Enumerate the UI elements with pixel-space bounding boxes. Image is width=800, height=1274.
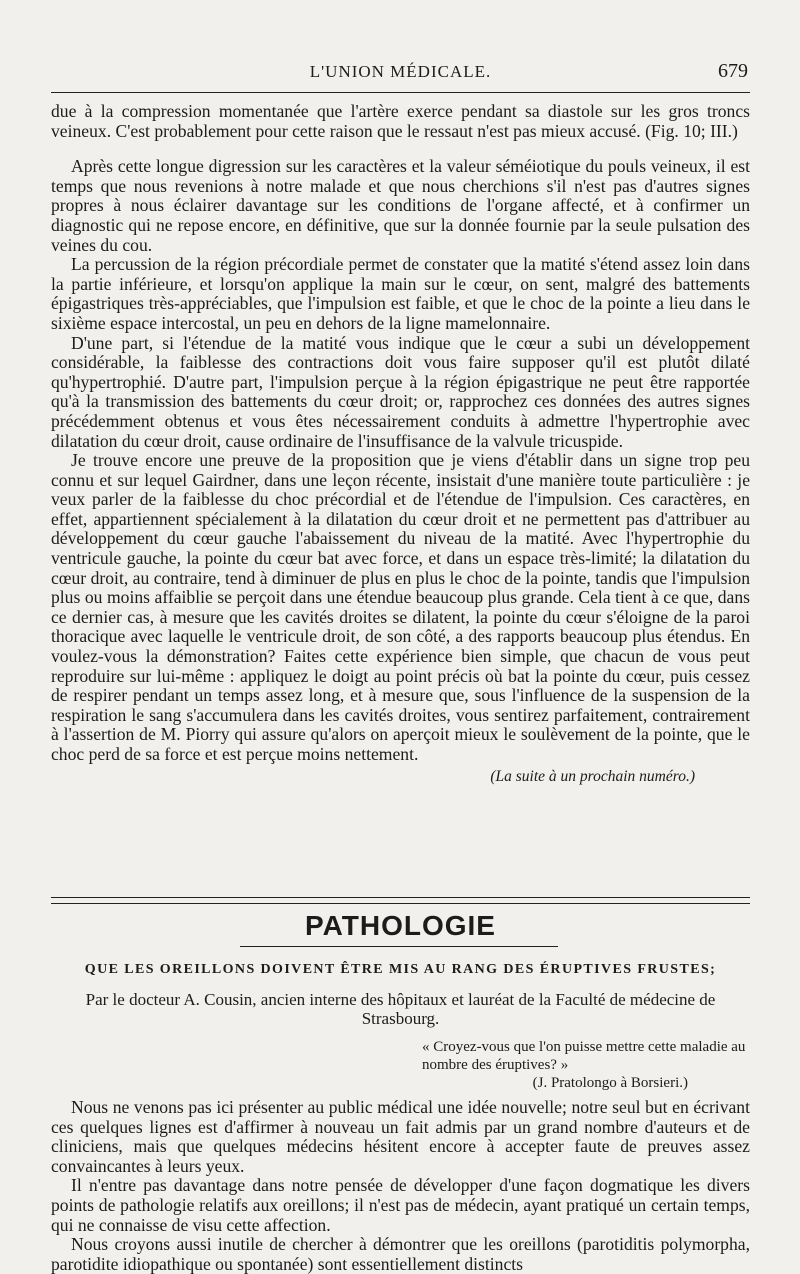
paragraph: Il n'entre pas davantage dans notre pensée de développer d'une façon dogmatique les divers points de pathologie relatifs aux oreillons; il n'est pas de médecin, ayant pratiqué un certain temps, qui ne connaisse de visu cette affection. xyxy=(51,1175,750,1235)
title-underline xyxy=(240,946,558,947)
article-body xyxy=(51,1098,750,1274)
main-text xyxy=(51,102,750,786)
paragraph: Je trouve encore une preuve de la proposition que je viens d'établir dans un signe trop peu connu et sur lequel Gairdner, dans une leçon récente, insistait d'une manière toute particulière : je veux parler de la faiblesse du choc précordial et de l'étendue de l'impulsion. Ces caractères, en effet, appartiennent spécialement à la dilatation du cœur droit et ne permettent pas d'attribuer au développement du cœur gauche l'abaissement du niveau de la matité. Avec l'hypertrophie du ventricule gauche, la pointe du cœur bat avec force, et dans un espace très-limité; la dilatation du cœur droit, au contraire, tend à diminuer de plus en plus le choc de la pointe, tandis que l'impulsion plus ou moins affaiblie se perçoit dans une étendue beaucoup plus grande. Cela tient à ce que, dans ce dernier cas, à mesure que les cavités droites se dilatent, la pointe du cœur s'éloigne de la paroi thoracique avec laquelle le ventricule droit, de son côté, a des rapports beaucoup plus étendus. En voulez-vous la démonstration? Faites cette expérience bien simple, que chacun de vous peut reproduire sur lui-même : appliquez le doigt au point précis où bat la pointe du cœur, puis cessez de respirer pendant un temps assez long, et à mesure que, sous l'influence de la suspension de la respiration le sang s'accumulera dans les cavités droites, vous sentirez parfaitement, contrairement à l'assertion de M. Piorry qui assure qu'alors on aperçoit mieux le soulèvement de la pointe, que le choc perd de sa force et est perçue moins nettement. xyxy=(51,450,750,764)
article-title: QUE LES OREILLONS DOIVENT ÊTRE MIS AU RANG DES ÉRUPTIVES FRUSTES; xyxy=(84,962,717,977)
running-title: L'UNION MÉDICALE. xyxy=(309,62,492,81)
epigraph-source: (J. Pratolongo à Borsieri.) xyxy=(532,1075,688,1091)
epigraph-quote: « Croyez-vous que l'on puisse mettre cette maladie au nombre des éruptives? » xyxy=(422,1039,746,1073)
author-byline: Par le docteur A. Cousin, ancien interne des hôpitaux et lauréat de la Faculté de médecine de Strasbourg. xyxy=(85,990,716,1028)
epigraph xyxy=(422,1038,748,1092)
continuation-note: (La suite à un prochain numéro.) xyxy=(490,767,695,785)
paragraph: due à la compression momentanée que l'artère exerce pendant sa diastole sur les gros troncs veineux. C'est probablement pour cette raison que le ressaut n'est pas mieux accusé. (Fig. 10; III.) xyxy=(51,101,750,141)
section-divider xyxy=(51,897,750,904)
paragraph: Nous croyons aussi inutile de chercher à démontrer que les oreillons (parotiditis polymorpha, parotidite idiopathique ou spontanée) sont essentiellement distincts xyxy=(51,1234,750,1274)
page-header xyxy=(51,58,750,88)
paragraph: La percussion de la région précordiale permet de constater que la matité s'étend assez loin dans la partie inférieure, et lorsqu'on applique la main sur le cœur, on sent, malgré des battements épigastriques très-appréciables, que l'impulsion est faible, et que le choc de la pointe a lieu dans le sixième espace intercostal, un peu en dehors de la ligne mamelonnaire. xyxy=(51,254,750,333)
section-title: PATHOLOGIE xyxy=(305,910,496,941)
header-rule xyxy=(51,92,750,93)
paragraph: D'une part, si l'étendue de la matité vous indique que le cœur a subi un développement considérable, la faiblesse des contractions doit vous faire supposer qu'il est plutôt dilaté qu'hypertrophié. D'autre part, l'impulsion perçue à la région épigastrique ne peut être rapportée qu'à la transmission des battements du cœur droit; or, rapprochez ces données des autres signes précédemment obtenus et vous êtes nécessairement conduits à admettre l'hypertrophie avec dilatation du cœur droit, cause ordinaire de l'insuffisance de la valvule tricuspide. xyxy=(51,332,750,451)
page-number: 679 xyxy=(718,60,748,82)
paragraph: Nous ne venons pas ici présenter au public médical une idée nouvelle; notre seul but en écrivant ces quelques lignes est d'affirmer à nouveau un fait admis par un grand nombre d'auteurs et de cliniciens, mais que quelques médecins hésitent encore à accepter faute de preuves assez convaincantes à leurs yeux. xyxy=(51,1097,750,1176)
paragraph: Après cette longue digression sur les caractères et la valeur séméiotique du pouls veineux, il est temps que nous revenions à notre malade et que nous cherchions s'il n'est pas d'autres signes propres à nous éclairer davantage sur les conditions de l'organe affecté, et à confirmer un diagnostic qui ne repose encore, en définitive, que sur la donnée fournie par la seule pulsation des veines du cou. xyxy=(51,156,750,255)
